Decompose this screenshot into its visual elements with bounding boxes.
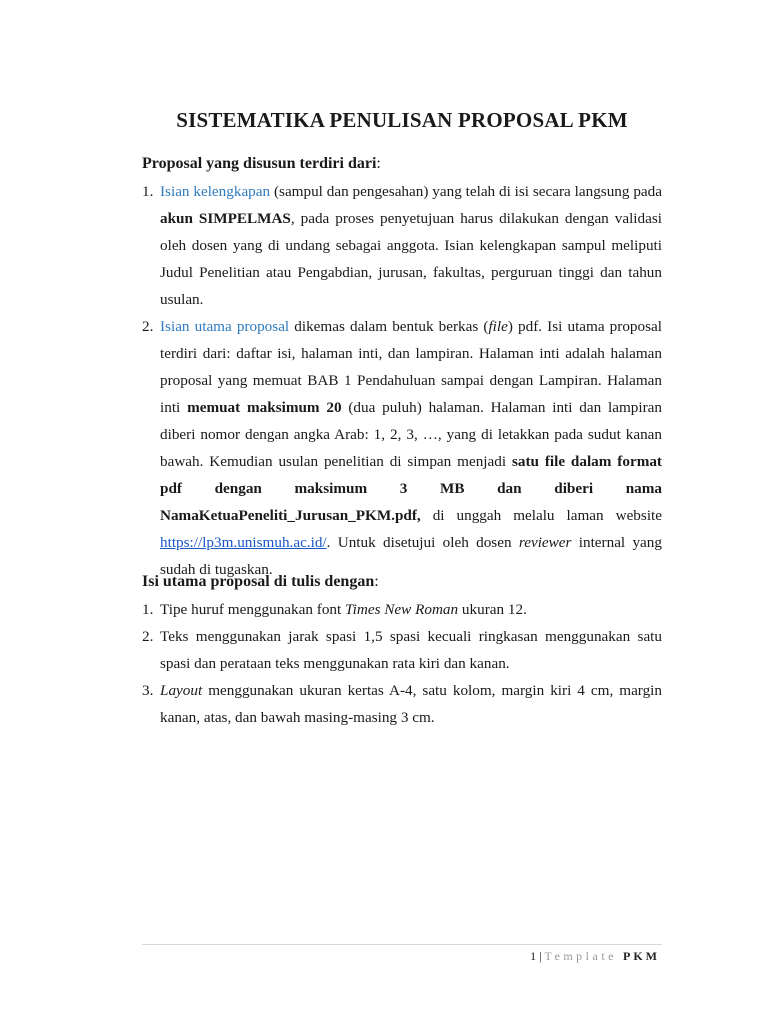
footer-divider — [142, 944, 662, 945]
page-footer: 1 | Template PKM — [530, 949, 660, 963]
isian-kelengkapan-text: Isian kelengkapan — [160, 183, 271, 200]
list-item: 1. Isian kelengkapan (sampul dan pengesahan) yang telah di isi secara langsung pada akun SIMPELMAS, pada proses penyetujuan harus dilakukan dengan validasi oleh dosen yang di undang sebagai anggota. Isian kelengkapan sampul meliputi Judul Penelitian atau Pengabdian, jurusan, fakultas, perguruan tinggi dan tahun usulan. — [142, 183, 662, 308]
section2-heading: Isi utama proposal di tulis dengan: — [142, 573, 379, 590]
website-link[interactable]: https://lp3m.unismuh.ac.id/ — [160, 534, 327, 551]
list-item: 2. Teks menggunakan jarak spasi 1,5 spasi kecuali ringkasan menggunakan satu spasi dan perataan teks menggunakan rata kiri dan kanan. — [142, 628, 662, 672]
document-title: SISTEMATIKA PENULISAN PROPOSAL PKM — [176, 108, 628, 132]
section1-list — [142, 178, 662, 583]
section1-heading: Proposal yang disusun terdiri dari: — [142, 155, 381, 172]
footer-template-label: Template — [544, 949, 617, 963]
list-item: 3. Layout menggunakan ukuran kertas A-4, satu kolom, margin kiri 4 cm, margin kanan, atas, dan bawah masing-masing 3 cm. — [142, 682, 662, 726]
footer-pkm-label: PKM — [617, 949, 660, 963]
list-item: 2. Isian utama proposal dikemas dalam bentuk berkas (file) pdf. Isi utama proposal terdiri dari: daftar isi, halaman inti, dan lampiran. Halaman inti adalah halaman proposal yang memuat BAB 1 Pendahuluan sampai dengan Lampiran. Halaman inti memuat maksimum 20 (dua puluh) halaman. Halaman inti dan lampiran diberi nomor dengan angka Arab: 1, 2, 3, …, yang di letakkan pada sudut kanan bawah. Kemudian usulan penelitian di simpan menjadi satu file dalam format pdf dengan maksimum 3 MB dan diberi nama NamaKetuaPeneliti_Jurusan_PKM.pdf, di unggah melalu laman website https://lp3m.unismuh.ac.id/. Untuk disetujui oleh dosen reviewer internal yang sudah di tugaskan. — [142, 318, 662, 578]
page-number: 1 — [530, 949, 537, 963]
list-item: 1. Tipe huruf menggunakan font Times New Roman ukuran 12. — [142, 601, 527, 618]
section2-list — [142, 596, 662, 731]
isian-utama-text: Isian utama proposal — [160, 318, 290, 335]
